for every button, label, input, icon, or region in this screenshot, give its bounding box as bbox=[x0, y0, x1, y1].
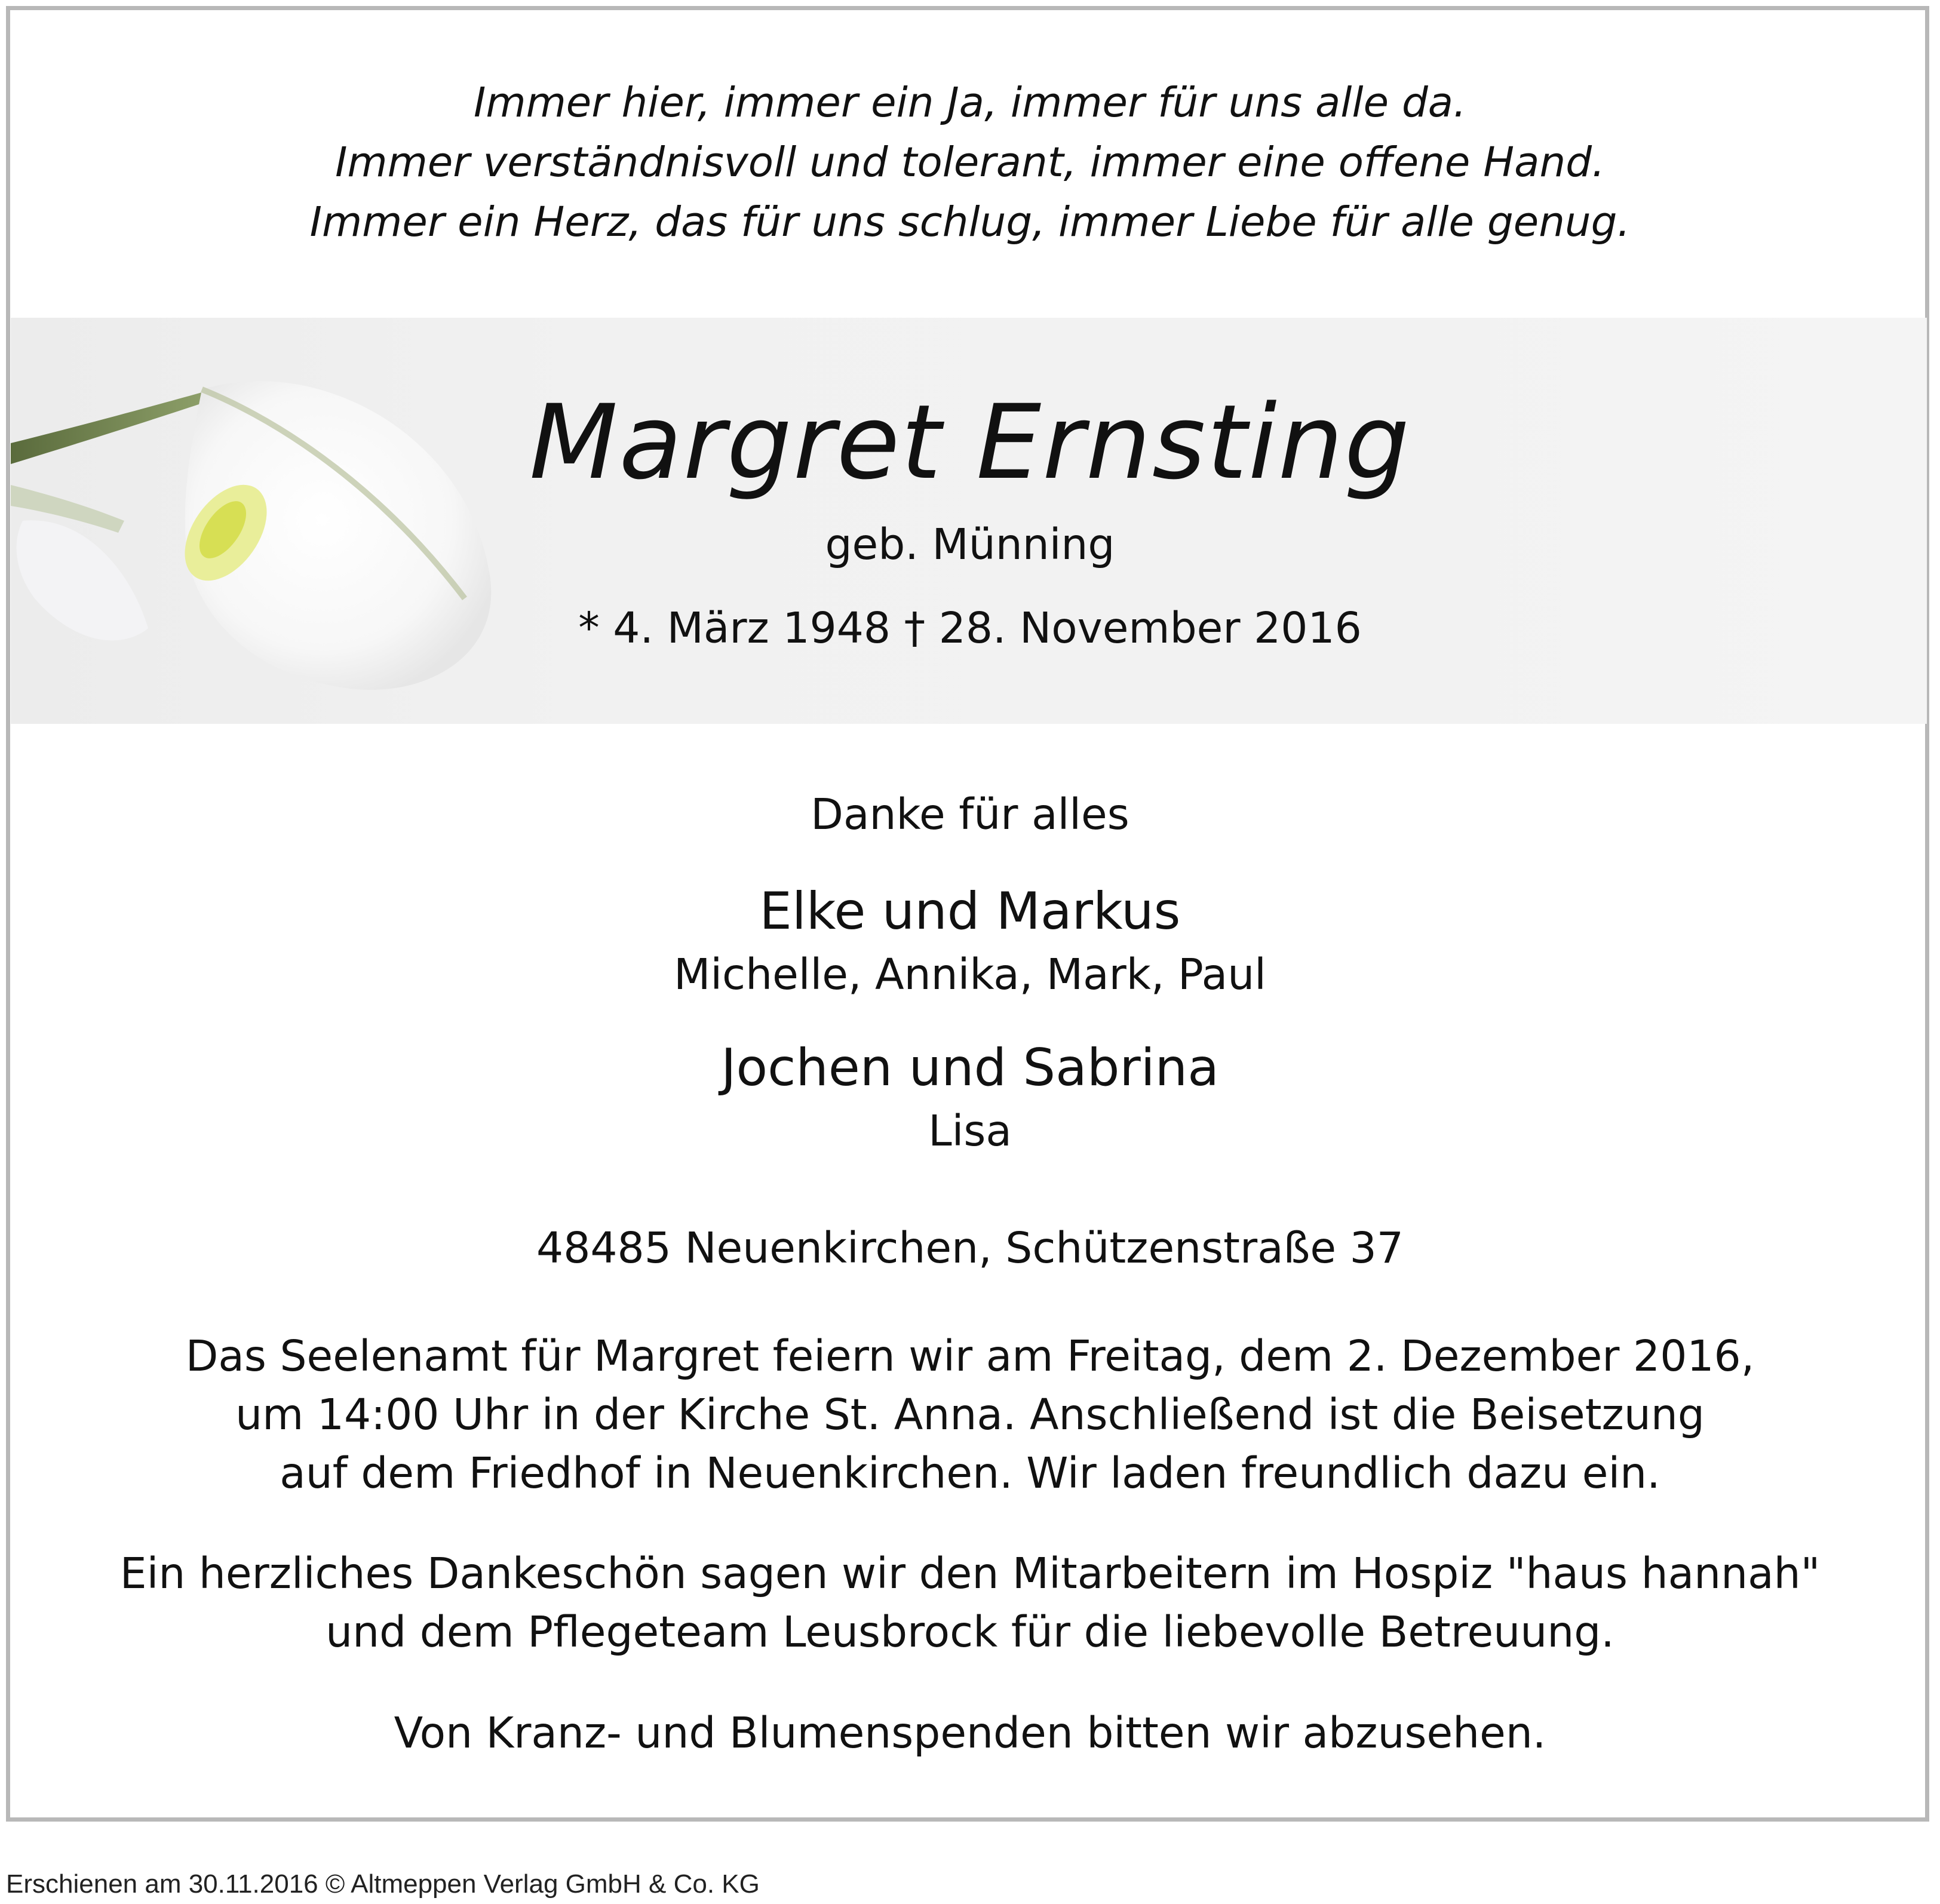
motto-verse bbox=[0, 73, 1940, 252]
funeral-line: auf dem Friedhof in Neuenkirchen. Wir laden freundlich dazu ein. bbox=[280, 1448, 1660, 1498]
thanks-line: Danke für alles bbox=[811, 790, 1129, 839]
life-dates: * 4. März 1948 † 28. November 2016 bbox=[578, 603, 1362, 653]
funeral-line: Das Seelenamt für Margret feiern wir am Freitag, dem 2. Dezember 2016, bbox=[185, 1331, 1755, 1381]
publication-footer: Erschienen am 30.11.2016 © Altmeppen Verlag GmbH & Co. KG bbox=[6, 1869, 760, 1899]
flower-request: Von Kranz- und Blumenspenden bitten wir abzusehen. bbox=[394, 1708, 1546, 1758]
family-names: Elke und Markus bbox=[759, 882, 1181, 941]
birth-name: geb. Münning bbox=[825, 520, 1115, 569]
grandchildren-names: Michelle, Annika, Mark, Paul bbox=[674, 950, 1266, 999]
motto-line: Immer verständnisvoll und tolerant, immer eine offene Hand. bbox=[335, 139, 1605, 186]
gratitude-line: Ein herzliches Dankeschön sagen wir den Mitarbeitern im Hospiz "haus hannah" bbox=[119, 1549, 1821, 1598]
funeral-notice bbox=[0, 1327, 1940, 1503]
address: 48485 Neuenkirchen, Schützenstraße 37 bbox=[536, 1223, 1404, 1273]
grandchildren-names: Lisa bbox=[928, 1106, 1012, 1156]
gratitude-notice bbox=[0, 1544, 1940, 1662]
motto-line: Immer ein Herz, das für uns schlug, immer Liebe für alle genug. bbox=[309, 198, 1631, 246]
deceased-name: Margret Ernsting bbox=[529, 382, 1411, 502]
family-names: Jochen und Sabrina bbox=[721, 1038, 1219, 1098]
motto-line: Immer hier, immer ein Ja, immer für uns alle da. bbox=[474, 79, 1466, 127]
gratitude-line: und dem Pflegeteam Leusbrock für die liebevolle Betreuung. bbox=[326, 1607, 1614, 1657]
funeral-line: um 14:00 Uhr in der Kirche St. Anna. Anschließend ist die Beisetzung bbox=[235, 1390, 1705, 1439]
